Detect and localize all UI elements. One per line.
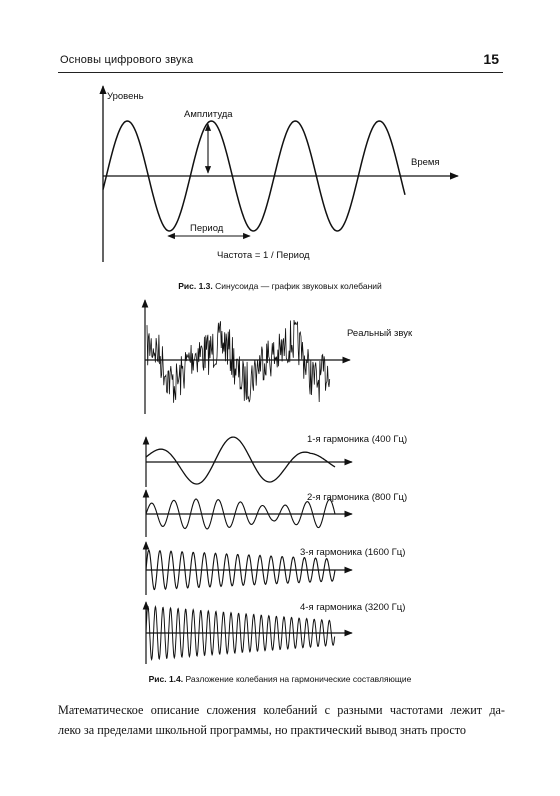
- figure-1-3-number: Рис. 1.3.: [178, 281, 213, 291]
- running-title: Основы цифрового звука: [60, 54, 194, 66]
- real-sound-label: Реальный звук: [347, 328, 413, 339]
- harmonic-4-panel: [146, 602, 405, 664]
- harmonic-3-panel: [146, 542, 405, 595]
- figure-1-4-number: Рис. 1.4.: [148, 674, 184, 684]
- body-paragraph: [58, 700, 505, 740]
- harmonic-3-label: 3-я гармоника (1600 Гц): [300, 547, 406, 558]
- body-line-1: Математическое описание сложения колебаний с разными частотами лежит да-: [58, 703, 505, 717]
- frequency-formula: Частота = 1 / Период: [217, 250, 310, 261]
- figure-1-3-text: Синусоида — график звуковых колебаний: [215, 281, 382, 291]
- figure-1-4-caption: [0, 674, 560, 684]
- real-sound-waveform: [147, 320, 330, 403]
- harmonic-2-panel: [146, 490, 407, 537]
- real-sound-panel: [145, 300, 413, 414]
- body-line-2: леко за пределами школьной программы, но практический вывод знать просто: [58, 723, 467, 737]
- figure-1-4-text: Разложение колебания на гармонические составляющие: [185, 674, 412, 684]
- harmonic-1-label: 1-я гармоника (400 Гц): [307, 434, 408, 445]
- harmonic-4-label: 4-я гармоника (3200 Гц): [300, 602, 406, 613]
- x-axis-label: Время: [411, 157, 440, 168]
- period-label: Период: [190, 223, 224, 234]
- harmonic-2-label: 2-я гармоника (800 Гц): [307, 492, 408, 503]
- amplitude-label: Амплитуда: [184, 109, 233, 120]
- page-number: 15: [483, 51, 499, 67]
- y-axis-label: Уровень: [107, 91, 144, 102]
- harmonic-1-panel: [146, 434, 407, 487]
